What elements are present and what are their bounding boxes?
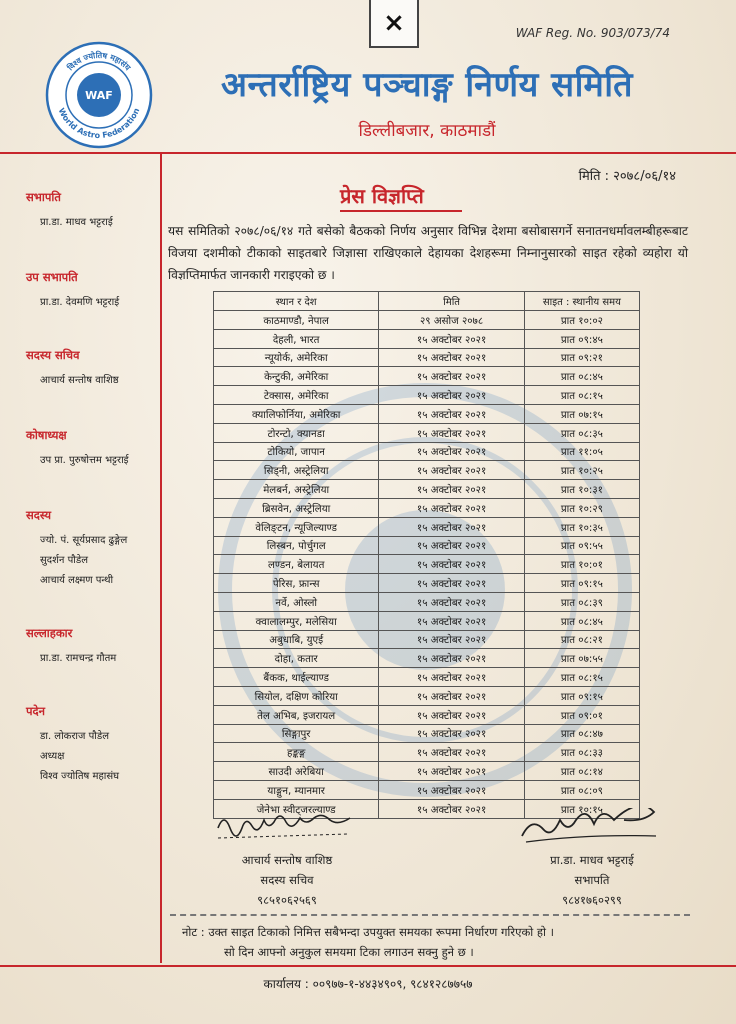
cell-date: १५ अक्टोबर २०२१ [379, 348, 524, 367]
sidebar-member: अध्यक्ष [40, 751, 65, 762]
close-icon: × [383, 8, 405, 38]
table-row [214, 780, 640, 799]
cell-date: १५ अक्टोबर २०२१ [379, 668, 524, 687]
table-row [214, 592, 640, 611]
cell-place: सियोल, दक्षिण कोरिया [214, 686, 379, 705]
cell-time: प्रात ०७:१५ [524, 404, 639, 423]
cell-date: १५ अक्टोबर २०२१ [379, 611, 524, 630]
cell-date: १५ अक्टोबर २०२१ [379, 423, 524, 442]
cell-date: १५ अक्टोबर २०२१ [379, 404, 524, 423]
table-row [214, 442, 640, 461]
cell-date: १५ अक्टोबर २०२१ [379, 705, 524, 724]
cell-date: १५ अक्टोबर २०२१ [379, 724, 524, 743]
cell-place: क्यालिफोर्निया, अमेरिका [214, 404, 379, 423]
cell-time: प्रात १०:३१ [524, 480, 639, 499]
cell-time: प्रात ०९:१५ [524, 686, 639, 705]
organization-address: डिल्लीबजार, काठमाडौं [358, 121, 496, 141]
top-divider [0, 152, 736, 154]
cell-place: टेक्सास, अमेरिका [214, 386, 379, 405]
sidebar-group-secretary [26, 348, 156, 391]
cell-place: न्यूयोर्क, अमेरिका [214, 348, 379, 367]
sidebar-group-advisor [26, 626, 156, 669]
table-row [214, 724, 640, 743]
cell-time: प्रात १०:२९ [524, 498, 639, 517]
cell-time: प्रात १०:१५ [524, 799, 639, 818]
table-row [214, 686, 640, 705]
table-row [214, 498, 640, 517]
body-paragraph: यस समितिको २०७८/०६/१४ गते बसेको बैठकको निर्णय अनुसार विभिन्न देशमा बसोबासगर्ने सनातनधर्मावलम्बीहरूबाट विजया दशमीको टीकाको साइतबारे जिज्ञासा राखिएकाले देहायका देशहरूमा निम्नानुसारको साइत रहेको व्यहोरा यो विज्ञप्तिमार्फत जानकारी गराइएको छ । [168, 224, 688, 282]
logo-bottom-text: World Astro Federation [56, 106, 142, 141]
cell-place: ब्रिसवेन, अस्ट्रेलिया [214, 498, 379, 517]
sidebar-member: प्रा.डा. रामचन्द्र गौतम [40, 653, 117, 664]
sidebar-member: डा. लोकराज पौडेल [40, 731, 110, 742]
signatory-phone: ९८४१७६०२९९ [562, 893, 622, 907]
sidebar-group-ex-officio [26, 704, 156, 787]
cell-date: १५ अक्टोबर २०२१ [379, 536, 524, 555]
signatory-title: सभापति [574, 873, 610, 887]
cell-time: प्रात ०८:४५ [524, 367, 639, 386]
cell-date: १५ अक्टोबर २०२१ [379, 743, 524, 762]
table-row [214, 348, 640, 367]
bottom-divider [0, 965, 736, 967]
cell-date: १५ अक्टोबर २०२१ [379, 442, 524, 461]
cell-time: प्रात ०८:१५ [524, 668, 639, 687]
sidebar-role: सभापति [26, 190, 61, 204]
cell-place: वेलिङ्टन, न्यूजिल्याण्ड [214, 517, 379, 536]
table-row [214, 311, 640, 330]
cell-place: बैंकक, थाईल्याण्ड [214, 668, 379, 687]
signatory-name: प्रा.डा. माधव भट्टराई [550, 853, 634, 867]
sidebar-member: प्रा.डा. माधव भट्टराई [40, 217, 113, 228]
cell-time: प्रात ०९:०१ [524, 705, 639, 724]
cell-place: टोकियो, जापान [214, 442, 379, 461]
cell-time: प्रात ०८:१४ [524, 762, 639, 781]
sidebar-role: पदेन [26, 704, 46, 718]
cell-time: प्रात ०८:१५ [524, 386, 639, 405]
cell-place: क्वालालम्पुर, मलेसिया [214, 611, 379, 630]
sidebar-member: आचार्य सन्तोष वाशिष्ठ [40, 375, 119, 386]
cell-place: जेनेभा स्वीट्जरल्याण्ड [214, 799, 379, 818]
cell-time: प्रात ०७:५५ [524, 649, 639, 668]
cell-place: साउदी अरेबिया [214, 762, 379, 781]
cell-place: टोरन्टो, क्यानडा [214, 423, 379, 442]
sidebar-member: उप प्रा. पुरुषोत्तम भट्टराई [40, 455, 129, 466]
note-line-2: सो दिन आफ्नो अनुकुल समयमा टिका लगाउन सक्नु हुने छ । [224, 945, 474, 959]
cell-date: १५ अक्टोबर २०२१ [379, 367, 524, 386]
cell-date: १५ अक्टोबर २०२१ [379, 574, 524, 593]
cell-date: १५ अक्टोबर २०२१ [379, 592, 524, 611]
cell-time: प्रात ०८:३५ [524, 423, 639, 442]
registration-number: WAF Reg. No. 903/073/74 [515, 26, 670, 40]
logo-top-text: विश्व ज्योतिष महासंघ [65, 50, 133, 73]
signature-chair-icon [512, 808, 672, 848]
col-header-time: साइत : स्थानीय समय [524, 292, 639, 311]
footnote [182, 922, 682, 962]
cell-place: केन्टुकी, अमेरिका [214, 367, 379, 386]
sidebar-group-members [26, 508, 156, 591]
cell-date: १५ अक्टोबर २०२१ [379, 630, 524, 649]
cell-time: प्रात ०९:१५ [524, 574, 639, 593]
signatory-chair [512, 808, 672, 910]
cell-date: १५ अक्टोबर २०२१ [379, 386, 524, 405]
cell-time: प्रात ०९:४५ [524, 329, 639, 348]
cell-place: अबुधाबि, युएई [214, 630, 379, 649]
cell-place: देहली, भारत [214, 329, 379, 348]
cell-date: १५ अक्टोबर २०२१ [379, 780, 524, 799]
cell-time: प्रात १०:०१ [524, 555, 639, 574]
table-row [214, 536, 640, 555]
table-row [214, 423, 640, 442]
cell-date: २९ असोज २०७८ [379, 311, 524, 330]
press-release-heading: प्रेस विज्ञप्ति [340, 184, 424, 208]
close-button[interactable] [369, 0, 419, 48]
cell-time: प्रात १०:२५ [524, 461, 639, 480]
signatory-title: सदस्य सचिव [260, 873, 314, 887]
sidebar-member: विश्व ज्योतिष महासंघ [40, 771, 120, 782]
sidebar-group-vice-chair [26, 270, 156, 313]
cell-time: प्रात ०८:०९ [524, 780, 639, 799]
waf-logo [44, 40, 154, 150]
cell-time: प्रात ०८:३९ [524, 592, 639, 611]
cell-date: १५ अक्टोबर २०२१ [379, 329, 524, 348]
cell-date: १५ अक्टोबर २०२१ [379, 461, 524, 480]
cell-time: प्रात ०८:२१ [524, 630, 639, 649]
table-header-row [214, 292, 640, 311]
cell-date: १५ अक्टोबर २०२१ [379, 517, 524, 536]
table-row [214, 762, 640, 781]
cell-place: हङ्कङ्ग [214, 743, 379, 762]
cell-time: प्रात ०८:४५ [524, 611, 639, 630]
sidebar-role: उप सभापति [26, 270, 78, 284]
table-row [214, 630, 640, 649]
table-row [214, 480, 640, 499]
sidebar-member: आचार्य लक्ष्मण पन्थी [40, 575, 114, 586]
cell-date: १५ अक्टोबर २०२१ [379, 498, 524, 517]
sidebar-member: प्रा.डा. देवमणि भट्टराई [40, 297, 120, 308]
logo-center-text: WAF [85, 89, 113, 102]
document-date: मिति : २०७८/०६/१४ [578, 169, 676, 184]
sidebar-role: सदस्य सचिव [26, 348, 80, 362]
cell-time: प्रात १०:०२ [524, 311, 639, 330]
col-header-date: मिति [379, 292, 524, 311]
signatory-name: आचार्य सन्तोष वाशिष्ठ [241, 853, 333, 867]
cell-place: दोहा, कतार [214, 649, 379, 668]
cell-place: सिड्नी, अस्ट्रेलिया [214, 461, 379, 480]
table-row [214, 574, 640, 593]
note-divider [170, 914, 690, 916]
sidebar-role: कोषाध्यक्ष [26, 428, 67, 442]
cell-time: प्रात ०९:२१ [524, 348, 639, 367]
col-header-place: स्थान र देश [214, 292, 379, 311]
table-row [214, 517, 640, 536]
cell-time: प्रात १०:३५ [524, 517, 639, 536]
cell-place: काठमाण्डौ, नेपाल [214, 311, 379, 330]
cell-time: प्रात ०९:५५ [524, 536, 639, 555]
cell-time: प्रात ०८:४७ [524, 724, 639, 743]
cell-place: लण्डन, बेलायत [214, 555, 379, 574]
cell-place: लिस्बन, पोर्चुगल [214, 536, 379, 555]
cell-date: १५ अक्टोबर २०२१ [379, 480, 524, 499]
table-row [214, 668, 640, 687]
table-row [214, 555, 640, 574]
sidebar-group-treasurer [26, 428, 156, 471]
cell-date: १५ अक्टोबर २०२१ [379, 555, 524, 574]
organization-title: अन्तर्राष्ट्रिय पञ्चाङ्ग निर्णय समिति [220, 65, 633, 105]
cell-date: १५ अक्टोबर २०२१ [379, 799, 524, 818]
cell-place: तेल अभिब, इजरायल [214, 705, 379, 724]
cell-place: सिङ्गापुर [214, 724, 379, 743]
cell-place: याङ्गुन, म्यानमार [214, 780, 379, 799]
table-row [214, 367, 640, 386]
table-row [214, 705, 640, 724]
heading-underline [340, 210, 462, 212]
table-row [214, 743, 640, 762]
signature-secretary-icon [212, 808, 362, 848]
muhurta-table [213, 291, 640, 819]
sidebar-divider [160, 153, 162, 963]
table-row [214, 404, 640, 423]
cell-place: पेरिस, फ्रान्स [214, 574, 379, 593]
cell-time: प्रात ०८:३३ [524, 743, 639, 762]
office-contact: कार्यालय : ००९७७-१-४४३४९०९, ९८४१२८७७५७ [263, 977, 473, 991]
cell-date: १५ अक्टोबर २०२१ [379, 762, 524, 781]
table-row [214, 461, 640, 480]
cell-date: १५ अक्टोबर २०२१ [379, 649, 524, 668]
sidebar-member: ज्यो. पं. सूर्यप्रसाद ढुङ्गेल [40, 535, 128, 546]
sidebar-role: सदस्य [26, 508, 52, 522]
note-line-1: नोट : उक्त साइत टिकाको निमित्त सबैभन्दा उपयुक्त समयका रूपमा निर्धारण गरिएको हो । [182, 925, 555, 939]
table-row [214, 386, 640, 405]
cell-place: नर्वे, ओस्लो [214, 592, 379, 611]
cell-date: १५ अक्टोबर २०२१ [379, 686, 524, 705]
table-row [214, 329, 640, 348]
sidebar-group-chair [26, 190, 156, 233]
cell-time: प्रात ११:०५ [524, 442, 639, 461]
sidebar-role: सल्लाहकार [26, 626, 73, 640]
sidebar-member: सुदर्शन पौडेल [40, 555, 88, 566]
table-row [214, 649, 640, 668]
table-row [214, 611, 640, 630]
signatory-secretary [212, 808, 362, 910]
cell-place: मेलबर्न, अस्ट्रेलिया [214, 480, 379, 499]
signatory-phone: ९८५१०६२५६९ [257, 893, 317, 907]
